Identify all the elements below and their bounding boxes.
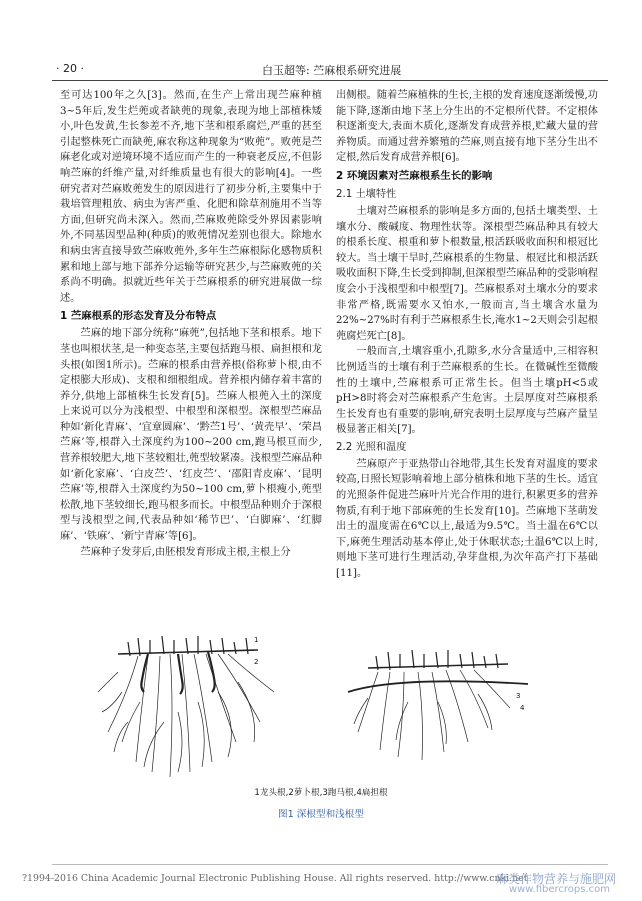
paragraph: 苎麻原产于亚热带山谷地带,其生长发育对温度的要求较高,日照长短影响着地上部分植株和地下茎的生长。适宜的光照条件促进苎麻叶片光合作用的进行,积累更多的营养物质,有利于地下部麻蔸的生长发育[10]。苎麻地下茎萌发出土的温度需在6℃以上,最适为9.5℃。当土温在6℃以下,麻蔸生理活动基本停止,处于休眠状态;土温6℃以上时,则地下茎可进行生理活动,孕芽盘根,为次年高产打下基础[11]。 [336, 458, 598, 580]
running-header [52, 60, 608, 80]
section-heading-1: 1 苎麻根系的形态发育及分布特点 [60, 310, 217, 323]
figure-caption: 图1 深根型和浅根型 [278, 809, 364, 820]
paragraph: 一般而言,土壤容重小,孔隙多,水分含量适中,三相容积比例适当的土壤有利于苎麻根系的生长。在微碱性至微酸性的土壤中,苎麻根系可正常生长。但当土壤pH<5或pH>8时将会对苎麻根系产生危害。土层厚度对苎麻根系生长发育也有重要的影响,研究表明土层厚度与苎麻产量呈极显著正相关[7]。 [336, 346, 598, 436]
footer [22, 872, 622, 895]
left-column [60, 88, 322, 560]
header-rule [52, 80, 608, 81]
section-heading-2: 2 环境因素对苎麻根系生长的影响 [336, 169, 493, 182]
watermark-url: www.fibercrops.com [508, 884, 610, 895]
paragraph: 土壤对苎麻根系的影响是多方面的,包括土壤类型、土壤水分、酸碱度、物理性状等。深根型苎麻品种具有较大的根系长度、根重和萝卜根数量,根活跃吸收面积和根冠比较大。当土壤干旱时,苎麻根系的生物量、根冠比和根活跃吸收面积下降,生长受到抑制,但深根型苎麻品种的受影响程度会小于浅根型和中根型[7]。苎麻根系对土壤水分的要求非常严格,既需要水又怕水,一般而言,当土壤含水量为22%~27%时有利于苎麻根系生长,淹水1~2天则会引起根蔸腐烂死亡[8]。 [336, 205, 598, 342]
watermark-text: 麻类作物营养与施肥网 [495, 872, 616, 886]
page-number: · 20 · [56, 62, 84, 75]
running-title: 白玉超等: 苎麻根系研究进展 [262, 64, 402, 77]
deep-root-drawing [98, 636, 274, 777]
paragraph: 至可达100年之久[3]。然而,在生产上常出现苎麻种植3~5年后,发生烂蔸或者缺蔸的现象,表现为地上部植株矮小,叶色发黄,生长参差不齐,地下茎和根系腐烂,严重的甚至引起整株死亡而缺蔸,麻农称这种现象为“败蔸”。败蔸是苎麻老化或对逆境环境不适应而产生的一种衰老反应,不但影响苎麻的纤维产量,对纤维质量也有很大的影响[4]。一些研究者对苎麻败蔸发生的原因进行了初步分析,主要集中于栽培管理粗放、病虫为害严重、化肥和除草剂施用不当等方面,但研究尚未深入。然而,苎麻败蔸除受外界因素影响外,不同基因型品种(种质)的败蔸情况差别也很大。除地水和病虫害直接导致苎麻败蔸外,多年生苎麻根际化感物质积累和地上部与地下部养分运输等研究甚少,与苎麻败蔸的关系尚不明确。拟就近些年关于苎麻根系的研究进展做一综述。 [60, 90, 322, 304]
callout-4: 4 [520, 704, 525, 712]
callout-1: 1 [254, 636, 259, 644]
subsection-heading-2-1: 2.1 土壤特性 [336, 188, 397, 200]
figure-legend: 1龙头根,2萝卜根,3跑马根,4扁担根 [254, 788, 388, 798]
callout-2: 2 [254, 658, 259, 666]
paragraph: 苎麻的地下部分统称“麻蔸”,包括地下茎和根系。地下茎也叫根状茎,是一种变态茎,主要包括跑马根、扁担根和龙头根(如图1所示)。苎麻的根系由营养根(俗称萝卜根,由不定根膨大形成)、支根和细根组成。营养根内储存着丰富的养分,供地上部植株生长发育[5]。苎麻人根蔸入土的深度上来说可以分为浅根型、中根型和深根型。深根型苎麻品种如‘新化青麻’、‘宜章圆麻’、‘黔苎1号’、‘黄壳早’、‘荣昌苎麻’等,根群入土深度约为100~200 cm,跑马根亘而少,营养根较肥大,地下茎较粗壮,蔸型较紧凑。浅根型苎麻品种如‘新化家麻’、‘白皮苎’、‘红皮苎’、‘邵阳青皮麻’、‘昆明苎麻’等,根群入土深度约为50~100 cm,萝卜根瘦小,蔸型松散,地下茎较细长,跑马根多而长。中根型品种则介于深根型与浅根型之间,代表品种如‘稀节巴’、‘白脚麻’、‘红脚麻’、‘铁麻’、‘新宁青麻’等[6]。 [60, 328, 322, 543]
footer-rule [52, 864, 608, 865]
root-system-illustration [78, 632, 614, 782]
callout-3: 3 [516, 692, 521, 700]
paragraph: 苎麻种子发芽后,由胚根发育形成主根,主根上分 [80, 546, 291, 558]
paragraph: 出侧根。随着苎麻植株的生长,主根的发育速度逐渐缓慢,功能下降,逐渐由地下茎上分生出的不定根所代替。不定根体积逐渐变大,表面木质化,逐渐发育成营养根,贮藏大量的营养物质。而通过营养繁殖的苎麻,则直接有地下茎分生出不定根,然后发育成营养根[6]。 [336, 90, 598, 164]
copyright-text: ?1994-2016 China Academic Journal Electronic Publishing House. All rights reserved. http://www.cnki.net [22, 873, 528, 884]
shallow-root-drawing [348, 650, 528, 760]
right-column [336, 88, 598, 582]
subsection-heading-2-2: 2.2 光照和温度 [336, 441, 407, 453]
